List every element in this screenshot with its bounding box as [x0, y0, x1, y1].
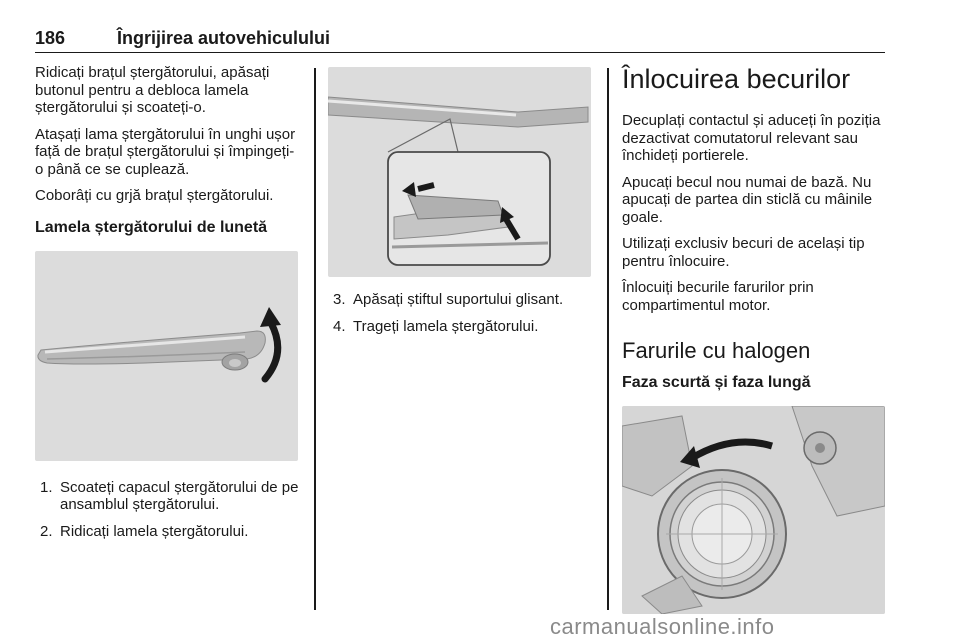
paragraph: Decuplați contactul și aduceți în poziția dezactivat comutatorul relevant sau închideți portierele.	[622, 112, 881, 164]
column-divider	[314, 68, 316, 610]
chapter-title: Îngrijirea autovehiculului	[117, 28, 331, 48]
paragraph: Atașați lama ștergătorului în unghi ușor față de brațul ștergătorului și împingeți-o până ce se cuplează.	[35, 125, 296, 178]
subsection-heading: Faza scurtă și faza lungă	[622, 374, 811, 391]
column-middle	[328, 64, 593, 344]
list-item: 3. Apăsați știftul suportului glisant.	[333, 291, 564, 308]
column-divider	[607, 68, 609, 610]
paragraph: Ridicați brațul ștergătorului, apăsați butonul pentru a debloca lamela ștergătorului și scoateți-o.	[35, 64, 270, 116]
column-right	[622, 64, 887, 614]
steps-list	[35, 479, 300, 541]
list-item: 2. Ridicați lamela ștergătorului.	[40, 522, 249, 540]
headlamp-drawing	[622, 406, 885, 614]
column-left	[35, 64, 300, 549]
rear-wiper-illustration	[35, 251, 298, 461]
paragraph: Apucați becul nou numai de bază. Nu apucați de partea din sticlă cu mâinile goale.	[622, 173, 873, 226]
paragraph: Coborâți cu grjă brațul ștergătorului.	[35, 187, 274, 204]
paragraph: Înlocuiți becurile farurilor prin compartimentul motor.	[622, 279, 814, 314]
watermark: carmanualsonline.info	[550, 614, 775, 639]
wiper-blade-drawing	[328, 67, 591, 277]
paragraph: Utilizați exclusiv becuri de același tip pentru înlocuire.	[622, 235, 865, 270]
page-header	[35, 28, 885, 53]
headlamp-illustration	[622, 406, 885, 614]
steps-list	[328, 291, 593, 335]
list-item: 4. Trageți lamela ștergătorului.	[333, 317, 539, 335]
list-item: 1. Scoateți capacul ștergătorului de pe ansamblul ștergătorului.	[40, 478, 299, 513]
wiper-blade-illustration	[328, 67, 591, 277]
section-heading: Înlocuirea becurilor	[622, 64, 851, 94]
rear-wiper-drawing	[35, 251, 298, 461]
section-heading: Lamela ștergătorului de lunetă	[35, 218, 268, 236]
page-number: 186	[35, 28, 66, 48]
section-heading: Farurile cu halogen	[622, 338, 811, 363]
